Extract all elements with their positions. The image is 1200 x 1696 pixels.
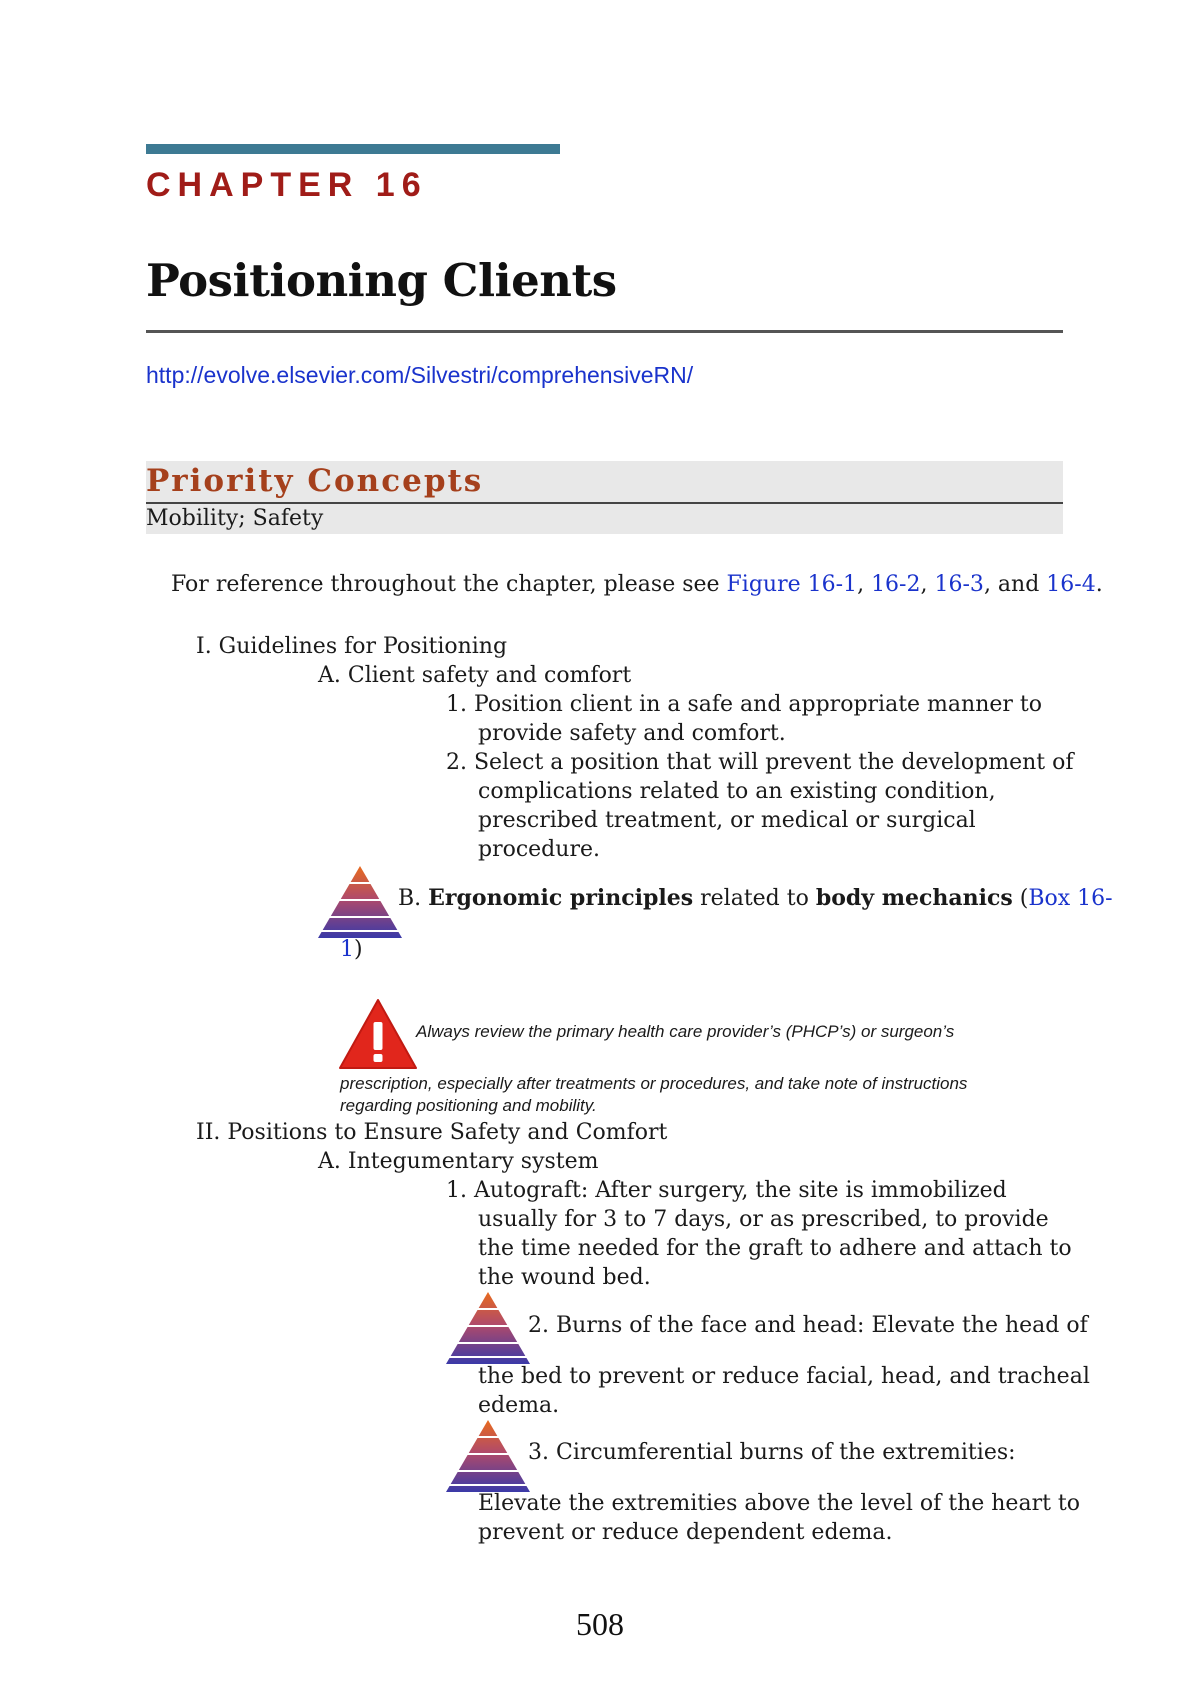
list-item-continuation: procedure.: [478, 837, 600, 862]
reference-paragraph: For reference throughout the chapter, please see Figure 16-1, 16-2, 16-3, and 16-4.: [171, 572, 1103, 597]
priority-pyramid-icon: [318, 866, 402, 940]
list-item: 2. Select a position that will prevent the development of: [446, 750, 1074, 775]
box-16-1-link-cont[interactable]: 1: [340, 937, 354, 962]
list-item-continuation: complications related to an existing condition,: [478, 779, 996, 804]
warning-note-line: regarding positioning and mobility.: [340, 1096, 597, 1115]
warning-icon: [338, 998, 418, 1070]
title-divider: [146, 330, 1063, 333]
evolve-url-link[interactable]: http://evolve.elsevier.com/Silvestri/comprehensiveRN/: [146, 362, 694, 388]
figure-16-2-link[interactable]: 16-2: [871, 572, 921, 597]
figure-16-1-link[interactable]: Figure 16-1: [726, 572, 858, 597]
list-item: 3. Circumferential burns of the extremities:: [528, 1440, 1016, 1465]
section-i-heading: I. Guidelines for Positioning: [196, 634, 508, 659]
priority-concepts-list: Mobility; Safety: [146, 506, 324, 531]
section-ii-a-heading: A. Integumentary system: [318, 1149, 599, 1174]
chapter-label: CHAPTER 16: [146, 166, 428, 204]
list-item-continuation: edema.: [478, 1393, 560, 1418]
warning-note-line: Always review the primary health care provider’s (PHCP’s) or surgeon’s: [416, 1022, 955, 1041]
page-title: Positioning Clients: [146, 254, 617, 307]
section-i-a-heading: A. Client safety and comfort: [318, 663, 632, 688]
priority-pyramid-icon: [446, 1292, 530, 1366]
priority-pyramid-icon: [446, 1420, 530, 1494]
list-item: 2. Burns of the face and head: Elevate the head of: [528, 1313, 1088, 1338]
page-number: 508: [576, 1606, 624, 1642]
list-item: 1. Autograft: After surgery, the site is immobilized: [446, 1178, 1007, 1203]
list-item-continuation: usually for 3 to 7 days, or as prescribed, to provide: [478, 1207, 1049, 1232]
section-i-b-continuation: 1): [340, 937, 363, 962]
list-item-continuation: the time needed for the graft to adhere and attach to: [478, 1236, 1072, 1261]
list-item-continuation: prescribed treatment, or medical or surgical: [478, 808, 976, 833]
list-item-continuation: provide safety and comfort.: [478, 721, 786, 746]
section-ii-heading: II. Positions to Ensure Safety and Comfort: [196, 1120, 668, 1145]
list-item: 1. Position client in a safe and appropriate manner to: [446, 692, 1042, 717]
figure-16-3-link[interactable]: 16-3: [934, 572, 984, 597]
list-item-continuation: prevent or reduce dependent edema.: [478, 1520, 893, 1545]
list-item-continuation: Elevate the extremities above the level of the heart to: [478, 1491, 1081, 1516]
priority-concepts-divider: [146, 502, 1063, 504]
list-item-continuation: the wound bed.: [478, 1265, 651, 1290]
priority-concepts-title: Priority Concepts: [146, 463, 484, 499]
box-16-1-link[interactable]: Box 16-: [1028, 886, 1113, 911]
chapter-accent-bar: [146, 144, 560, 154]
section-i-b-heading: B. Ergonomic principles related to body mechanics (Box 16-: [398, 885, 1113, 911]
warning-note-line: prescription, especially after treatments or procedures, and take note of instructions: [340, 1074, 968, 1093]
list-item-continuation: the bed to prevent or reduce facial, head, and tracheal: [478, 1364, 1090, 1389]
figure-16-4-link[interactable]: 16-4: [1046, 572, 1096, 597]
